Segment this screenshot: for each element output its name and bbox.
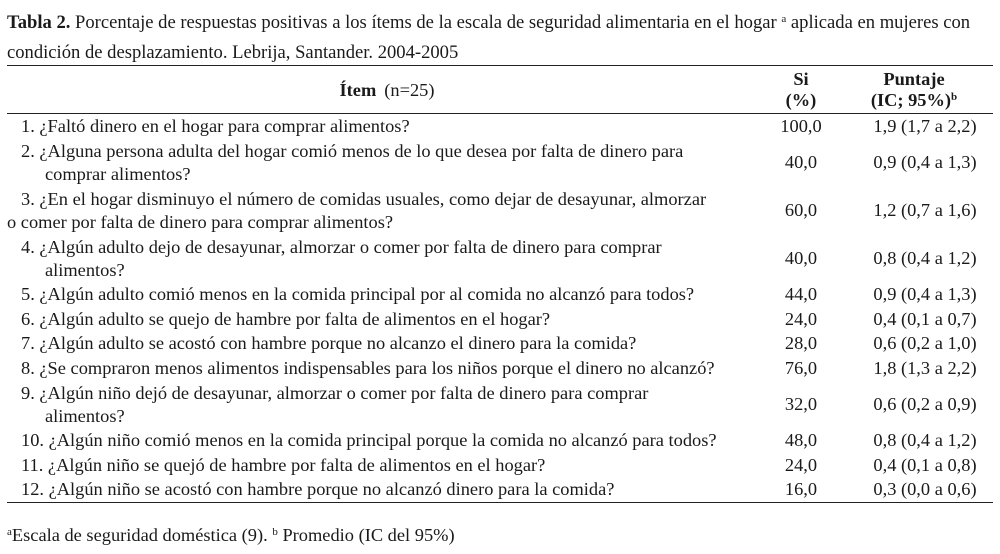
table-footnote — [7, 522, 993, 548]
item-text: 6. ¿Algún adulto se quejo de hambre por falta de alimentos en el hogar? — [21, 308, 551, 329]
item-text: 7. ¿Algún adulto se acostó con hambre porque no alcanzo el dinero para la comida? — [21, 333, 637, 354]
footnote-text-b: Promedio (IC del 95%) — [282, 525, 455, 545]
cell-puntaje: 0,8 (0,4 a 1,2) — [873, 430, 977, 451]
cell-si-percent: 32,0 — [784, 394, 818, 414]
cell-item — [7, 235, 767, 283]
item-text: 9. ¿Algún niño dejó de desayunar, almorzar o comer por falta de dinero para comprar — [21, 382, 649, 403]
cell-item — [7, 307, 767, 332]
cell-item — [7, 283, 767, 308]
footnote-superscript-a: a — [7, 526, 12, 538]
table-row — [7, 453, 993, 478]
header-si — [767, 66, 835, 114]
caption-label: Tabla 2. — [7, 12, 71, 33]
cell-si-percent: 48,0 — [784, 430, 818, 451]
table-row — [7, 307, 993, 332]
table-row — [7, 332, 993, 357]
header-puntaje-ci: (IC; 95%) — [870, 90, 952, 110]
cell-puntaje: 0,4 (0,1 a 0,7) — [873, 308, 977, 329]
cell-puntaje: 1,2 (0,7 a 1,6) — [873, 200, 977, 220]
caption-superscript-a: a — [781, 13, 787, 25]
table-row — [7, 139, 993, 187]
cell-puntaje: 0,4 (0,1 a 0,8) — [873, 454, 977, 475]
header-si-label: Si — [793, 69, 809, 89]
item-text-continuation: alimentos? — [45, 405, 125, 426]
cell-puntaje: 0,6 (0,2 a 0,9) — [873, 394, 977, 414]
header-item — [7, 66, 767, 114]
cell-si-percent: 60,0 — [784, 200, 818, 220]
table-row — [7, 187, 993, 235]
cell-item — [7, 332, 767, 357]
caption-text-line1: Porcentaje de respuestas positivas a los ítems de la escala de seguridad alimentaria en el hogar — [75, 12, 777, 33]
item-text-continuation: comprar alimentos? — [45, 163, 191, 184]
item-text: 8. ¿Se compraron menos alimentos indispensables para los niños porque el dinero no alcanzó? — [21, 357, 715, 378]
cell-puntaje: 0,3 (0,0 a 0,6) — [873, 479, 977, 500]
cell-puntaje: 0,9 (0,4 a 1,3) — [873, 152, 977, 172]
cell-si-percent: 24,0 — [784, 454, 818, 475]
item-text: 12. ¿Algún niño se acostó con hambre porque no alcanzó dinero para la comida? — [21, 479, 615, 500]
cell-si-percent: 76,0 — [784, 357, 818, 378]
item-text-continuation: o comer por falta de dinero para comprar alimentos? — [7, 211, 394, 232]
table-header-row — [7, 66, 993, 114]
cell-item — [7, 139, 767, 187]
cell-si-percent: 24,0 — [784, 308, 818, 329]
table-row — [7, 429, 993, 454]
cell-item — [7, 381, 767, 429]
item-text: 1. ¿Faltó dinero en el hogar para comprar alimentos? — [21, 115, 410, 136]
header-puntaje-label: Puntaje — [883, 69, 945, 89]
cell-puntaje: 1,9 (1,7 a 2,2) — [873, 115, 977, 136]
cell-item — [7, 114, 767, 139]
item-text: 2. ¿Alguna persona adulta del hogar comió menos de lo que desea por falta de dinero para — [21, 140, 684, 161]
header-puntaje — [835, 66, 993, 114]
table-row — [7, 478, 993, 503]
table-caption — [7, 8, 993, 68]
header-puntaje-superscript-b: b — [951, 91, 958, 103]
table-row — [7, 283, 993, 308]
data-table — [7, 65, 993, 503]
cell-si-percent: 44,0 — [784, 284, 818, 305]
item-text: 4. ¿Algún adulto dejo de desayunar, almorzar o comer por falta de dinero para comprar — [21, 236, 662, 257]
header-si-unit: (%) — [785, 90, 817, 110]
cell-si-percent: 16,0 — [784, 479, 818, 500]
table-row — [7, 114, 993, 139]
cell-si-percent: 28,0 — [784, 333, 818, 354]
header-item-label: Ítem — [339, 79, 377, 100]
cell-item — [7, 187, 767, 235]
table-body — [7, 114, 993, 503]
caption-text-line2: condición de desplazamiento. Lebrija, Santander. 2004-2005 — [7, 42, 459, 63]
cell-item — [7, 356, 767, 381]
footnote-text-a: Escala de seguridad doméstica (9). — [11, 525, 268, 545]
cell-puntaje: 0,6 (0,2 a 1,0) — [873, 333, 977, 354]
cell-si-percent: 40,0 — [784, 152, 818, 172]
footnote-superscript-b: b — [272, 526, 278, 538]
item-text: 3. ¿En el hogar disminuyo el número de comidas usuales, como dejar de desayunar, almorzar — [21, 188, 707, 209]
table-row — [7, 235, 993, 283]
cell-puntaje: 0,9 (0,4 a 1,3) — [873, 284, 977, 305]
cell-si-percent: 40,0 — [784, 248, 818, 268]
item-text: 11. ¿Algún niño se quejó de hambre por falta de alimentos en el hogar? — [21, 454, 546, 475]
table-row — [7, 381, 993, 429]
header-item-n: (n=25) — [384, 79, 435, 100]
table-row — [7, 356, 993, 381]
cell-item — [7, 453, 767, 478]
cell-item — [7, 478, 767, 503]
cell-item — [7, 429, 767, 454]
item-text: 5. ¿Algún adulto comió menos en la comida principal por al comida no alcanzó para todos? — [21, 284, 695, 305]
cell-si-percent: 100,0 — [780, 115, 822, 136]
item-text-continuation: alimentos? — [45, 259, 125, 280]
caption-text-line1-end: aplicada en mujeres con — [790, 12, 971, 33]
cell-puntaje: 0,8 (0,4 a 1,2) — [873, 248, 977, 268]
cell-puntaje: 1,8 (1,3 a 2,2) — [873, 357, 977, 378]
item-text: 10. ¿Algún niño comió menos en la comida principal porque la comida no alcanzó para todos? — [21, 430, 717, 451]
